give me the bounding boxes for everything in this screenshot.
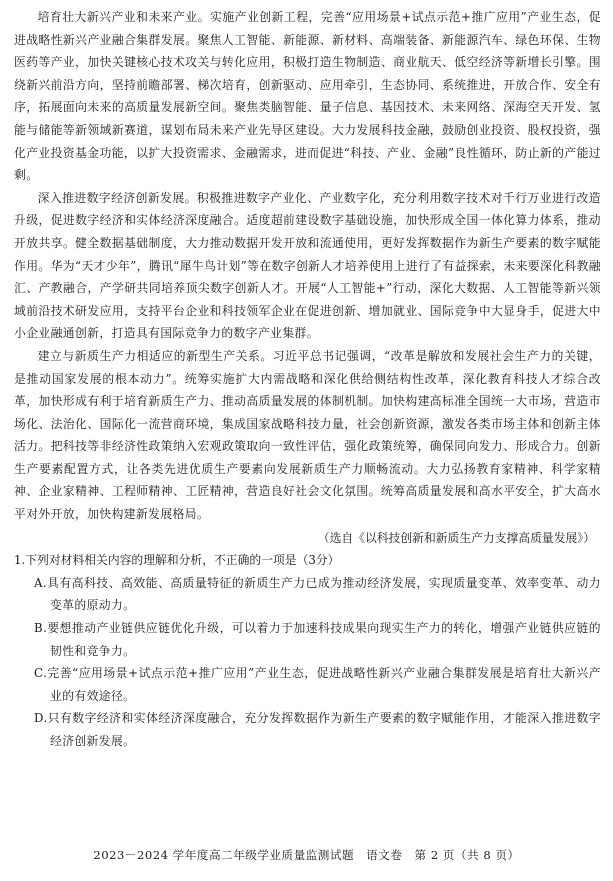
option-b: B.要想推动产业链供应链优化升级，可以着力于加速科技成果向现实生产力的转化，增强产业链供应链的韧性和竞争力。 [34,621,601,658]
paragraph-emerging-industries [14,6,601,187]
page-footer: 2023－2024 学年度高二年级学业质量监测试题 语文卷 第 2 页（共 8 页） [93,848,520,863]
question-stem: 1.下列对材料相关内容的理解和分析，不正确的一项是（3分） [14,553,340,568]
option-d: D.只有数字经济和实体经济深度融合，充分发挥数据作为新生产要素的数字赋能作用，才能深入推进数字经济创新发展。 [34,711,601,748]
paragraph-production-relations [14,345,601,526]
option-a: A.具有高科技、高效能、高质量特征的新质生产力已成为推动经济发展，实现质量变革、效率变革、动力变革的原动力。 [34,575,601,613]
option-c: C.完善“应用场景+试点示范+推广应用”产业生态，促进战略性新兴产业融合集群发展是培育壮大新兴产业的有效途径。 [34,666,601,703]
source-citation: （选自《以科技创新和新质生产力支撑高质量发展》） [317,530,595,545]
paragraph-text: 深入推进数字经济创新发展。积极推进数字产业化、产业数字化，充分利用数字技术对千行万业进行改造升级，促进数字经济和实体经济深度融合。适度超前建设数字基础设施，加快形成全国一体化算力体系，推动开放共享。健全数据基础制度，大力推动数据开发开放和流通使用，更好发挥数据作为新生产要素的数字赋能作用。华为“天才少年”，腾讯“犀牛鸟计划”等在数字创新人才培养使用上进行了有益探索，未来要深化科教融汇、产教融合，产学研共同培养顶尖数字创新人才。开展“人工智能+”行动，深化大数据、人工智能等新兴领域前沿技术研发应用，支持平台企业和科技领军企业在促进创新、增加就业、国际竞争中大显身手，促进大中小企业融通创新，打造具有国际竞争力的数字产业集群。 [14,190,601,341]
paragraph-digital-economy [14,187,601,345]
paragraph-text: 培育壮大新兴产业和未来产业。实施产业创新工程，完善“应用场景+试点示范+推广应用”产业生态，促进战略性新兴产业融合集群发展。聚焦人工智能、新能源、新材料、高端装备、新能源汽车、绿色环保、生物医药等产业，加快关键核心技术攻关与转化应用，积极打造生物制造、商业航天、低空经济等新增长引擎。围绕新兴前沿方向，坚持前瞻部署、梯次培育，创新驱动、应用牵引，生态协同、系统推进，开放合作、安全有序，拓展面向未来的高质量发展新空间。聚焦类脑智能、量子信息、基因技术、未来网络、深海空天开发、氢能与储能等新领域新赛道，谋划布局未来产业先导区建设。大力发展科技金融，鼓励创业投资、股权投资，强化产业投资基金功能，以扩大投资需求、金融需求，进而促进“科技、产业、金融”良性循环，防止新的产能过剩。 [14,10,601,183]
paragraph-text: 建立与新质生产力相适应的新型生产关系。习近平总书记强调，“改革是解放和发展社会生产力的关键，是推动国家发展的根本动力”。统筹实施扩大内需战略和深化供给侧结构性改革，深化教育科技人才综合改革，加快形成有利于培育新质生产力、推动高质量发展的体制机制。加快构建高标准全国统一大市场，营造市场化、法治化、国际化一流营商环境，集成国家战略科技力量，社会创新资源，激发各类市场主体和创新主体活力。把科技等非经济性政策纳入宏观政策取向一致性评估，强化政策统筹，确保同向发力、形成合力。创新生产要素配置方式，让各类先进优质生产要素向发展新质生产力顺畅流动。大力弘扬教育家精神、科学家精神、企业家精神、工程师精神、工匠精神，营造良好社会文化氛围。统筹高质量发展和高水平安全，扩大高水平对外开放，加快构建新发展格局。 [14,348,601,522]
